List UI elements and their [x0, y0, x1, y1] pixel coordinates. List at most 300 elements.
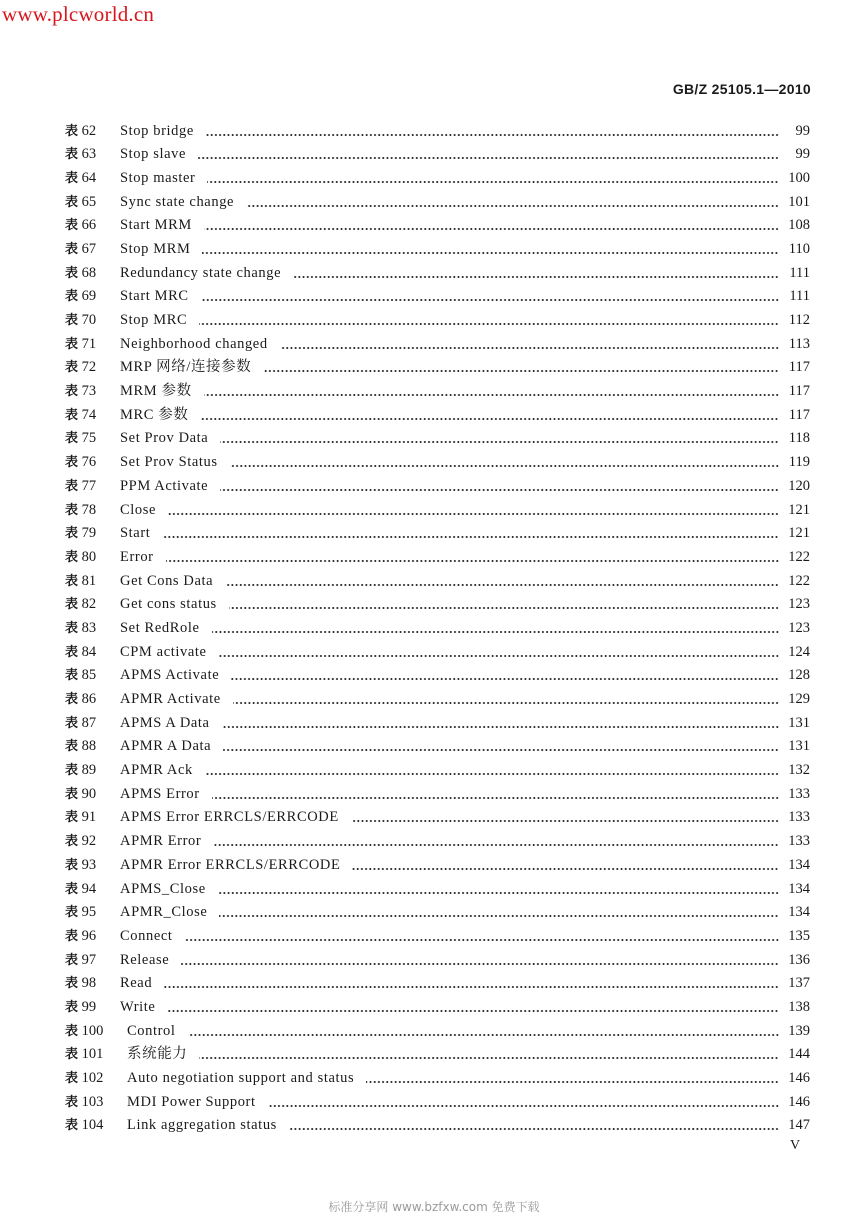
- toc-entry-number: [65, 854, 96, 878]
- toc-entry-number-value: 68: [81, 264, 97, 281]
- toc-entry[interactable]: [0, 996, 868, 1020]
- toc-entry-title: Stop MRC: [120, 312, 188, 328]
- toc-entry-page: 133: [788, 785, 810, 802]
- toc-entry-prefix: 表: [65, 763, 79, 779]
- toc-entry-leader: [220, 441, 779, 443]
- toc-entry-title: APMR A Data: [120, 738, 212, 755]
- toc-entry-page: 110: [788, 240, 810, 257]
- toc-entry-number: [65, 806, 96, 830]
- toc-entry-title: Start MRC: [120, 288, 189, 305]
- toc-entry-leader: [222, 726, 779, 728]
- toc-entry[interactable]: [0, 901, 868, 925]
- toc-entry-leader: [164, 986, 779, 988]
- toc-entry[interactable]: [0, 925, 868, 949]
- toc-entry-title: Sync state change: [120, 193, 235, 210]
- toc-entry-prefix: 表: [65, 1047, 79, 1063]
- toc-entry-number-value: 89: [81, 762, 97, 779]
- toc-entry-leader: [289, 1128, 779, 1130]
- toc-entry[interactable]: [0, 617, 868, 641]
- toc-entry-number-value: 79: [81, 525, 97, 542]
- toc-entry-prefix: 表: [65, 407, 79, 423]
- toc-entry-leader: [218, 892, 779, 894]
- toc-entry-leader: [229, 607, 779, 609]
- toc-entry-title: Stop MRM: [120, 240, 191, 257]
- toc-entry-page: 144: [788, 1046, 810, 1063]
- toc-entry-number-value: 74: [81, 406, 97, 423]
- toc-entry-title: Link aggregation status: [127, 1117, 277, 1134]
- toc-entry-page: 134: [788, 880, 810, 897]
- toc-entry-page: 113: [788, 335, 810, 352]
- toc-entry-prefix: 表: [65, 431, 79, 447]
- toc-entry-prefix: 表: [65, 1023, 79, 1039]
- toc-entry-page: 134: [788, 856, 810, 873]
- toc-entry-prefix: 表: [65, 620, 79, 636]
- toc-entry-prefix: 表: [65, 384, 79, 400]
- toc-entry[interactable]: [0, 380, 868, 404]
- toc-entry[interactable]: [0, 759, 868, 783]
- toc-entry-leader: [213, 844, 779, 846]
- toc-entry[interactable]: [0, 1043, 868, 1067]
- toc-entry-number: [65, 333, 96, 357]
- toc-entry-number: [65, 783, 96, 807]
- toc-entry-number-value: 85: [81, 667, 97, 684]
- toc-entry[interactable]: [0, 214, 868, 238]
- toc-entry-number-value: 97: [81, 951, 97, 968]
- toc-entry-title: APMR Error: [120, 833, 202, 850]
- toc-entry-leader: [205, 773, 779, 775]
- toc-entry-page: 124: [788, 643, 810, 660]
- toc-entry-prefix: 表: [65, 526, 79, 542]
- toc-entry-page: 100: [788, 169, 810, 186]
- toc-entry-page: 117: [788, 359, 810, 376]
- toc-entry-page: 129: [788, 691, 810, 707]
- toc-entry-page: 123: [788, 596, 810, 613]
- toc-entry-number-value: 81: [81, 572, 97, 589]
- toc-entry-prefix: 表: [65, 976, 79, 992]
- toc-entry[interactable]: [0, 333, 868, 357]
- toc-entry-title: Stop bridge: [120, 122, 194, 139]
- toc-entry-number: [65, 1091, 103, 1115]
- toc-entry-leader: [246, 205, 779, 207]
- toc-entry-number-value: 71: [81, 335, 97, 352]
- toc-entry-number: [65, 356, 96, 380]
- toc-entry[interactable]: [0, 143, 868, 167]
- toc-entry-leader: [199, 323, 779, 325]
- toc-entry-prefix: 表: [65, 478, 79, 494]
- toc-entry-leader: [352, 868, 779, 870]
- toc-entry-prefix: 表: [65, 1094, 79, 1110]
- toc-entry-prefix: 表: [65, 597, 79, 613]
- toc-entry-title: APMR Activate: [120, 691, 221, 707]
- toc-entry-leader: [280, 347, 779, 349]
- toc-entry[interactable]: [0, 830, 868, 854]
- toc-entry-number: [65, 427, 96, 451]
- toc-entry-title: Set Prov Status: [120, 454, 218, 471]
- toc-entry[interactable]: [0, 309, 868, 333]
- toc-entry-leader: [204, 394, 779, 396]
- toc-entry-page: 111: [789, 288, 810, 305]
- toc-entry-number: [65, 499, 96, 523]
- watermark-top[interactable]: www.plcworld.cn: [2, 2, 155, 26]
- toc-entry-page: 122: [788, 548, 810, 565]
- toc-entry-prefix: 表: [65, 1118, 79, 1134]
- toc-entry-page: 137: [788, 975, 810, 992]
- toc-entry-number: [65, 570, 96, 594]
- toc-entry-number-value: 92: [81, 833, 97, 850]
- toc-entry-leader: [233, 702, 779, 704]
- toc-entry[interactable]: [0, 712, 868, 736]
- toc-entry-leader: [188, 1034, 779, 1036]
- toc-entry[interactable]: [0, 238, 868, 262]
- toc-entry-prefix: 表: [65, 905, 79, 921]
- toc-entry-number-value: 102: [81, 1070, 104, 1086]
- toc-entry-page: 136: [788, 951, 810, 968]
- toc-entry-prefix: 表: [65, 881, 79, 897]
- toc-entry[interactable]: [0, 262, 868, 286]
- toc-entry-title: MRP 网络/连接参数: [120, 359, 252, 376]
- toc-entry-prefix: 表: [65, 502, 79, 518]
- toc-entry[interactable]: [0, 120, 868, 144]
- toc-entry-page: 133: [788, 809, 810, 826]
- toc-entry-number: [65, 1114, 103, 1138]
- toc-entry[interactable]: [0, 546, 868, 570]
- toc-entry-number: [65, 1067, 103, 1091]
- toc-entry-prefix: 表: [65, 999, 79, 1015]
- toc-entry[interactable]: [0, 664, 868, 688]
- toc-entry-leader: [185, 939, 779, 941]
- toc-entry-number-value: 64: [81, 169, 97, 186]
- toc-entry-number: [65, 688, 96, 712]
- toc-entry-page: 117: [788, 406, 810, 423]
- toc-entry-number-value: 103: [81, 1093, 104, 1110]
- toc-entry-title: PPM Activate: [120, 477, 209, 494]
- toc-entry-number: [65, 972, 96, 996]
- table-of-contents: [0, 120, 868, 1139]
- toc-entry-number: [65, 617, 96, 641]
- page-number: V: [790, 1138, 801, 1153]
- toc-entry-number-value: 104: [81, 1117, 104, 1134]
- toc-entry-number-value: 78: [81, 501, 97, 518]
- toc-entry-page: 131: [788, 738, 810, 755]
- toc-entry[interactable]: [0, 404, 868, 428]
- toc-entry-number: [65, 664, 96, 688]
- toc-entry-page: 147: [788, 1117, 810, 1134]
- toc-entry-page: 139: [788, 1022, 810, 1039]
- toc-entry-number: [65, 475, 96, 499]
- toc-entry-number-value: 75: [81, 430, 97, 447]
- toc-entry-page: 122: [788, 572, 810, 589]
- toc-entry-number: [65, 167, 96, 191]
- toc-entry-title: 系统能力: [127, 1046, 188, 1063]
- toc-entry-prefix: 表: [65, 1071, 79, 1086]
- toc-entry-prefix: 表: [65, 810, 79, 826]
- toc-entry-leader: [263, 370, 779, 372]
- toc-entry-number-value: 88: [81, 738, 97, 755]
- toc-entry-number-value: 62: [81, 122, 97, 139]
- toc-entry-title: Start: [120, 525, 151, 542]
- toc-entry-title: APMS Error ERRCLS/ERRCODE: [120, 809, 339, 826]
- toc-entry-number-value: 95: [81, 904, 97, 921]
- toc-entry-number-value: 96: [81, 927, 97, 944]
- toc-entry-prefix: 表: [65, 692, 79, 707]
- toc-entry-number-value: 76: [81, 454, 97, 471]
- toc-entry-title: Release: [120, 951, 170, 968]
- toc-entry-prefix: 表: [65, 928, 79, 944]
- toc-entry-title: CPM activate: [120, 643, 207, 660]
- toc-entry-number: [65, 191, 96, 215]
- toc-entry[interactable]: [0, 641, 868, 665]
- toc-entry-number-value: 98: [81, 975, 97, 992]
- toc-entry-leader: [168, 513, 779, 515]
- toc-entry-number-value: 99: [81, 998, 97, 1015]
- toc-entry-number: [65, 285, 96, 309]
- standard-number: GB/Z 25105.1—2010: [672, 81, 811, 97]
- toc-entry-number: [65, 214, 96, 238]
- toc-entry-title: APMS Error: [120, 785, 200, 802]
- toc-entry-number: [65, 1043, 103, 1067]
- toc-entry-number-value: 73: [81, 383, 97, 400]
- toc-entry-number-value: 87: [81, 714, 97, 731]
- toc-entry-prefix: 表: [65, 715, 79, 731]
- toc-entry-number-value: 70: [81, 312, 97, 328]
- toc-entry-leader: [162, 536, 779, 538]
- toc-entry-leader: [268, 1105, 779, 1107]
- toc-entry-title: MDI Power Support: [127, 1093, 256, 1110]
- toc-entry-page: 117: [788, 383, 810, 400]
- toc-entry-number-value: 94: [81, 880, 97, 897]
- toc-entry-prefix: 表: [65, 668, 79, 684]
- toc-entry-leader: [220, 489, 779, 491]
- toc-entry-title: Stop slave: [120, 146, 187, 163]
- toc-entry-page: 131: [788, 714, 810, 731]
- toc-entry-page: 132: [788, 762, 810, 779]
- toc-entry-leader: [225, 584, 779, 586]
- toc-entry-number-value: 83: [81, 619, 97, 636]
- toc-entry-number-value: 90: [81, 785, 97, 802]
- toc-entry-number: [65, 830, 96, 854]
- toc-entry-number-value: 65: [81, 193, 97, 210]
- toc-entry[interactable]: [0, 806, 868, 830]
- toc-entry-number-value: 66: [81, 217, 97, 234]
- toc-entry[interactable]: [0, 593, 868, 617]
- toc-entry-leader: [166, 560, 779, 562]
- toc-entry-prefix: 表: [65, 194, 79, 210]
- toc-entry-leader: [202, 252, 779, 254]
- toc-entry-number: [65, 1020, 103, 1044]
- toc-entry-number-value: 91: [81, 809, 97, 826]
- toc-entry-page: 111: [789, 264, 810, 281]
- toc-entry-page: 118: [788, 430, 810, 447]
- toc-entry-leader: [351, 820, 779, 822]
- toc-entry-leader: [167, 1010, 779, 1012]
- toc-entry[interactable]: [0, 191, 868, 215]
- toc-entry-prefix: 表: [65, 857, 79, 873]
- toc-entry-leader: [199, 1057, 779, 1059]
- toc-entry-leader: [293, 276, 779, 278]
- toc-entry-title: Stop master: [120, 169, 196, 186]
- toc-entry-title: MRC 参数: [120, 406, 189, 423]
- toc-entry[interactable]: [0, 735, 868, 759]
- toc-entry-number: [65, 120, 96, 144]
- toc-entry-prefix: 表: [65, 336, 79, 352]
- toc-entry-number: [65, 143, 96, 167]
- toc-entry-leader: [198, 157, 779, 159]
- toc-entry[interactable]: [0, 570, 868, 594]
- toc-entry-title: Read: [120, 975, 153, 992]
- toc-entry-prefix: 表: [65, 786, 79, 802]
- toc-entry-number-value: 82: [81, 596, 97, 613]
- toc-entry[interactable]: [0, 783, 868, 807]
- toc-entry-title: Get Cons Data: [120, 572, 214, 589]
- toc-entry-prefix: 表: [65, 147, 79, 163]
- toc-entry-page: 108: [788, 217, 810, 234]
- toc-entry-leader: [212, 631, 780, 633]
- toc-entry-number-value: 77: [81, 477, 97, 494]
- toc-entry-title: Redundancy state change: [120, 264, 282, 281]
- toc-entry-title: APMR Error ERRCLS/ERRCODE: [120, 856, 341, 873]
- toc-entry-title: Error: [120, 548, 154, 565]
- toc-entry-prefix: 表: [65, 313, 79, 328]
- toc-entry-number: [65, 309, 96, 333]
- toc-entry-page: 128: [788, 667, 810, 684]
- toc-entry-number: [65, 996, 96, 1020]
- toc-entry-prefix: 表: [65, 573, 79, 589]
- toc-entry-page: 119: [788, 454, 810, 471]
- toc-entry-number-value: 100: [81, 1022, 104, 1039]
- toc-entry-title: Control: [127, 1022, 176, 1039]
- toc-entry-number: [65, 712, 96, 736]
- toc-entry-leader: [219, 655, 779, 657]
- toc-entry-number: [65, 878, 96, 902]
- toc-entry-number-value: 93: [81, 856, 97, 873]
- toc-entry-prefix: 表: [65, 218, 79, 234]
- toc-entry-page: 123: [788, 619, 810, 636]
- toc-entry-leader: [201, 299, 779, 301]
- toc-entry-prefix: 表: [65, 265, 79, 281]
- toc-entry-page: 138: [788, 998, 810, 1015]
- toc-entry-title: APMS_Close: [120, 880, 206, 897]
- toc-entry[interactable]: [0, 878, 868, 902]
- toc-entry-page: 120: [788, 477, 810, 494]
- toc-entry-prefix: 表: [65, 289, 79, 305]
- toc-entry[interactable]: [0, 854, 868, 878]
- toc-entry-leader: [200, 418, 779, 420]
- toc-entry-title: APMS A Data: [120, 714, 210, 731]
- toc-entry-page: 134: [788, 904, 810, 921]
- toc-entry-number-value: 84: [81, 643, 97, 660]
- watermark-bottom: 标准分享网 www.bzfxw.com 免费下载: [328, 1200, 540, 1214]
- toc-entry-number: [65, 641, 96, 665]
- toc-entry[interactable]: [0, 451, 868, 475]
- toc-entry[interactable]: [0, 949, 868, 973]
- toc-entry-number: [65, 522, 96, 546]
- toc-entry-leader: [181, 963, 779, 965]
- toc-entry[interactable]: [0, 688, 868, 712]
- toc-entry-page: 135: [788, 927, 810, 944]
- toc-entry-page: 99: [795, 122, 810, 139]
- toc-entry-number-value: 63: [81, 146, 97, 163]
- toc-entry-number: [65, 451, 96, 475]
- toc-entry-number-value: 67: [81, 240, 97, 257]
- toc-entry[interactable]: [0, 427, 868, 451]
- toc-entry-title: Set Prov Data: [120, 430, 209, 447]
- toc-entry-title: Set RedRole: [120, 619, 200, 636]
- toc-entry[interactable]: [0, 356, 868, 380]
- toc-entry-number: [65, 262, 96, 286]
- toc-entry-title: APMS Activate: [120, 667, 220, 684]
- toc-entry-title: Auto negotiation support and status: [127, 1070, 355, 1086]
- toc-entry-leader: [212, 797, 779, 799]
- toc-entry[interactable]: [0, 1114, 868, 1138]
- toc-entry-leader: [206, 134, 779, 136]
- toc-entry[interactable]: [0, 972, 868, 996]
- toc-entry-number-value: 80: [81, 548, 97, 565]
- toc-entry[interactable]: [0, 499, 868, 523]
- toc-entry-number: [65, 380, 96, 404]
- toc-entry-number: [65, 925, 96, 949]
- toc-entry[interactable]: [0, 1067, 868, 1091]
- toc-entry-page: 121: [788, 525, 810, 542]
- toc-entry[interactable]: [0, 285, 868, 309]
- toc-entry-title: Neighborhood changed: [120, 335, 268, 352]
- toc-entry-title: Close: [120, 501, 157, 518]
- toc-entry-leader: [230, 465, 779, 467]
- toc-entry-prefix: 表: [65, 455, 79, 471]
- toc-entry-page: 146: [788, 1070, 810, 1086]
- toc-entry-number: [65, 901, 96, 925]
- toc-entry-number-value: 69: [81, 288, 97, 305]
- toc-entry-prefix: 表: [65, 123, 79, 139]
- toc-entry-number-value: 86: [81, 691, 97, 707]
- toc-entry[interactable]: [0, 167, 868, 191]
- toc-entry-number: [65, 949, 96, 973]
- toc-entry-number: [65, 238, 96, 262]
- toc-entry-number: [65, 546, 96, 570]
- toc-entry[interactable]: [0, 1020, 868, 1044]
- toc-entry-number-value: 72: [81, 359, 97, 376]
- toc-entry[interactable]: [0, 522, 868, 546]
- toc-entry-prefix: 表: [65, 834, 79, 850]
- toc-entry-title: APMR Ack: [120, 762, 193, 779]
- toc-entry-prefix: 表: [65, 360, 79, 376]
- toc-entry-title: APMR_Close: [120, 904, 208, 921]
- toc-entry-prefix: 表: [65, 170, 79, 186]
- toc-entry-title: Connect: [120, 927, 173, 944]
- toc-entry[interactable]: [0, 475, 868, 499]
- toc-entry-prefix: 表: [65, 739, 79, 755]
- toc-entry[interactable]: [0, 1091, 868, 1115]
- toc-entry-page: 121: [788, 501, 810, 518]
- toc-entry-leader: [207, 181, 779, 183]
- toc-entry-page: 146: [788, 1093, 810, 1110]
- toc-entry-number: [65, 593, 96, 617]
- toc-entry-title: Get cons status: [120, 596, 217, 613]
- toc-entry-prefix: 表: [65, 549, 79, 565]
- toc-entry-title: Write: [120, 998, 156, 1015]
- toc-entry-page: 101: [788, 193, 810, 210]
- toc-entry-leader: [366, 1081, 779, 1083]
- toc-entry-page: 133: [788, 833, 810, 850]
- toc-entry-prefix: 表: [65, 644, 79, 660]
- toc-entry-leader: [231, 678, 779, 680]
- toc-entry-leader: [223, 749, 779, 751]
- toc-entry-prefix: 表: [65, 241, 79, 257]
- toc-entry-title: Start MRM: [120, 217, 192, 234]
- toc-entry-title: MRM 参数: [120, 383, 192, 400]
- toc-entry-prefix: 表: [65, 952, 79, 968]
- toc-entry-number: [65, 759, 96, 783]
- toc-entry-leader: [219, 915, 779, 917]
